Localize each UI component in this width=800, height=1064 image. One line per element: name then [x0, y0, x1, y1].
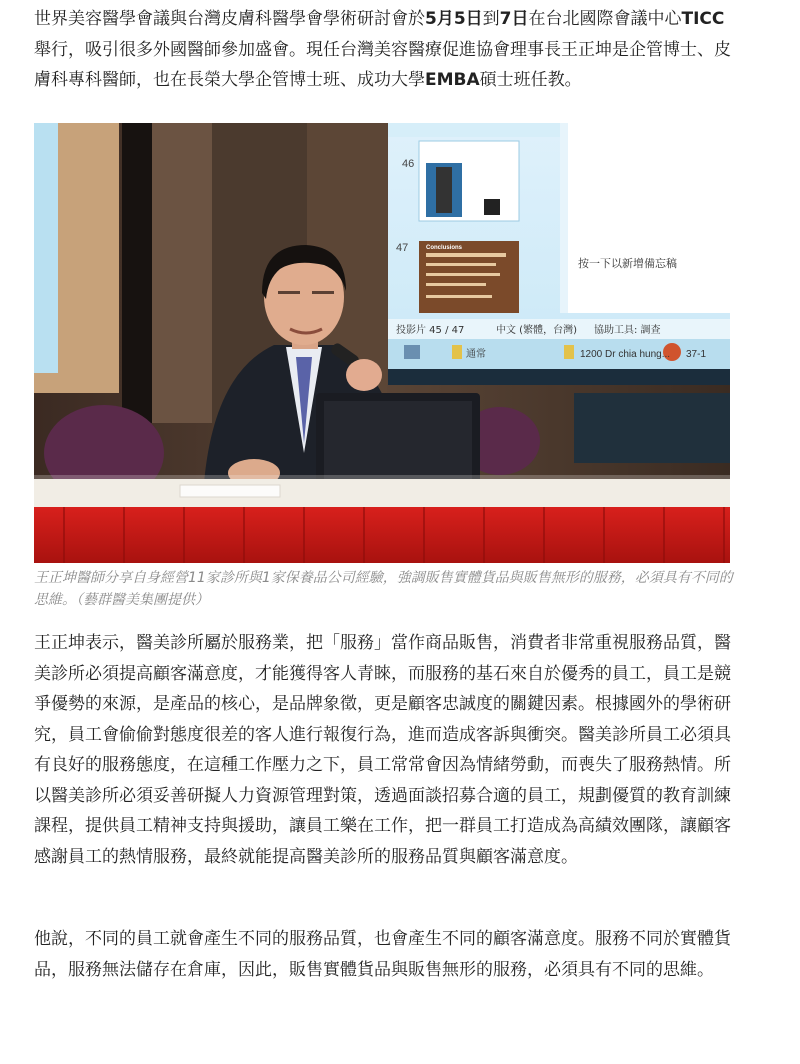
intro-date-start: 5月5日	[425, 9, 483, 29]
taskbar-item-1: 通常	[466, 349, 486, 360]
slide-number-47: 47	[396, 242, 409, 254]
status-slide-count: 投影片 45 / 47	[396, 325, 465, 336]
slide-conclusions: Conclusions	[426, 245, 463, 251]
photo-illustration	[34, 123, 730, 563]
taskbar-item-3: 37-1	[686, 349, 707, 360]
body-paragraph-3: 他說，不同的員工就會產生不同的服務品質，也會產生不同的顧客滿意度。服務不同於實體貨品，服務無法儲存在倉庫，因此，販售實體貨品與販售無形的服務，必須具有不同的思維。	[34, 929, 731, 980]
intro-date-end: 7日	[499, 9, 529, 29]
photo-caption: 王正坤醫師分享自身經營11家診所與1家保養品公司經驗，強調販售實體貨品與販售無形的服務，必須具有不同的思維。（藝群醫美集團提供）	[34, 570, 733, 608]
intro-text-3: 在台北國際會議中心	[528, 9, 682, 29]
taskbar-item-2: 1200 Dr chia hung...	[580, 349, 671, 360]
notes-placeholder: 按一下以新增備忘稿	[578, 257, 677, 270]
intro-text-2: 到	[482, 9, 500, 29]
intro-text-4: 舉行，吸引很多外國醫師參加盛會。現任台灣美容醫療促進協會理事長王正坤是企管博士、皮膚科專科醫師，也在長榮大學企管博士班、成功大學	[34, 39, 731, 90]
article-photo	[34, 123, 730, 563]
status-accessibility: 協助工具: 調查	[594, 325, 661, 336]
intro-paragraph	[34, 4, 734, 96]
slide-number-46: 46	[402, 158, 415, 170]
body-paragraph-2: 王正坤表示，醫美診所屬於服務業，把「服務」當作商品販售，消費者非常重視服務品質，醫美診所必須提高顧客滿意度，才能獲得客人青睞，而服務的基石來自於優秀的員工，員工是競爭優勢的來源，是產品的核心，是品牌象徵，更是顧客忠誠度的關鍵因素。根據國外的學術研究，員工會偷偷對態度很差的客人進行報復行為，進而造成客訴與衝突。醫美診所員工必須具有良好的服務態度，在這種工作壓力之下，員工常常會因為情緒勞動，而喪失了服務熱情。所以醫美診所必須妥善研擬人力資源管理對策，透過面談招募合適的員工，規劃優質的教育訓練課程，提供員工精神支持與援助，讓員工樂在工作，把一群員工打造成為高績效團隊，讓顧客感謝員工的熱情服務，最終就能提高醫美診所的服務品質與顧客滿意度。	[34, 633, 731, 867]
intro-program: EMBA	[425, 70, 480, 90]
status-language: 中文 (繁體，台灣)	[496, 325, 577, 336]
intro-venue: TICC	[681, 9, 725, 29]
intro-text-5: 碩士班任教。	[479, 70, 582, 90]
intro-text-1: 世界美容醫學會議與台灣皮膚科醫學會學術研討會於	[34, 9, 425, 29]
